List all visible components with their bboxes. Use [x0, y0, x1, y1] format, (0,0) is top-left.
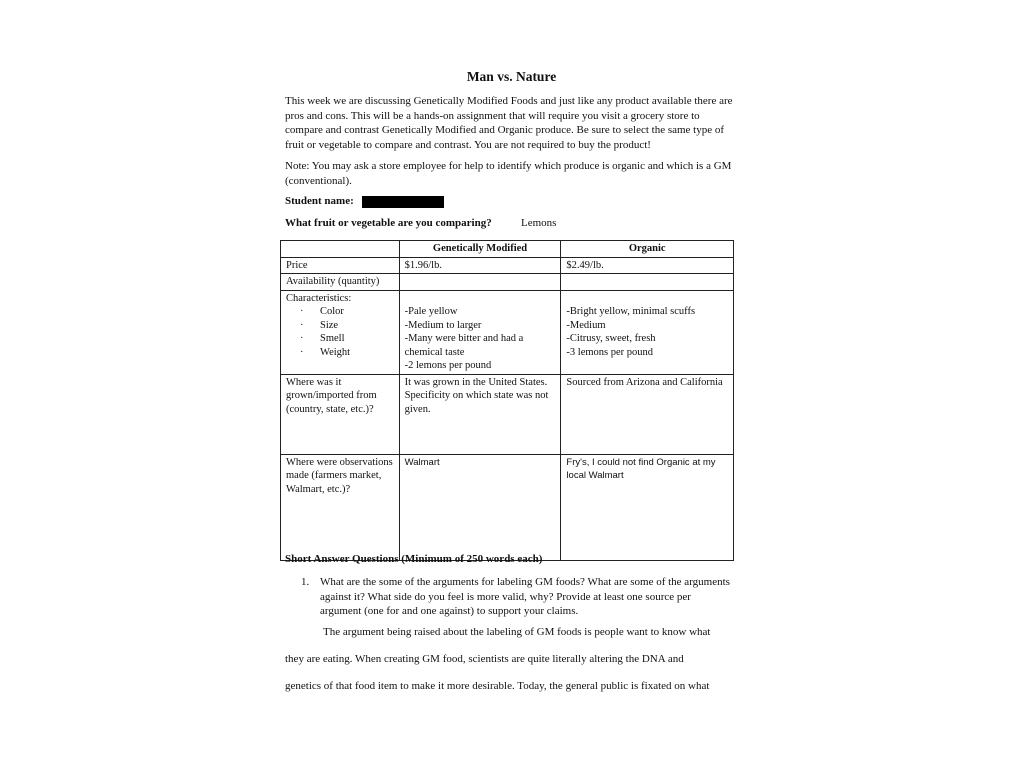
header-organic: Organic: [561, 241, 734, 258]
characteristics-organic: [561, 290, 734, 374]
price-organic: $2.49/lb.: [561, 257, 734, 274]
price-gm: $1.96/lb.: [399, 257, 561, 274]
header-empty: [281, 241, 400, 258]
gm-size: -Medium to larger: [404, 319, 482, 331]
list-item: · Smell: [300, 333, 345, 344]
bullet-icon: ·: [300, 319, 304, 331]
gm-smell: -Many were bitter and had a chemical taste: [404, 333, 524, 358]
short-answer-heading: Short Answer Questions (Minimum of 250 words each): [285, 553, 543, 565]
where-grown-label: Where was it grown/imported from (country, state, etc.)?: [281, 374, 400, 454]
observations-label: Where were observations made (farmers market, Walmart, etc.)?: [281, 454, 400, 560]
redacted-student-name: [362, 196, 444, 208]
list-item: · Weight: [300, 346, 351, 358]
table-row-observations: [281, 454, 734, 560]
header-gm: Genetically Modified: [399, 241, 561, 258]
organic-color: -Bright yellow, minimal scuffs: [566, 306, 696, 317]
comparison-answer: Lemons: [521, 217, 557, 229]
availability-gm: [399, 274, 561, 291]
organic-size: -Medium: [566, 319, 606, 331]
characteristics-label-cell: [281, 290, 400, 374]
list-item: · Size: [300, 319, 339, 331]
bullet-icon: ·: [300, 306, 304, 317]
bullet-icon: ·: [300, 346, 304, 358]
where-grown-gm: It was grown in the United States. Specificity on which state was not given.: [399, 374, 561, 454]
document-title: Man vs. Nature: [466, 69, 557, 84]
question-number: 1.: [301, 576, 310, 588]
table-row-characteristics: [281, 290, 734, 374]
short-answer-question-1: [301, 575, 731, 619]
organic-smell: -Citrusy, sweet, fresh: [566, 333, 656, 344]
answer-line-1: The argument being raised about the labeling of GM foods is people want to know what: [323, 626, 711, 638]
characteristics-list: [286, 305, 394, 359]
observations-gm: Walmart: [399, 454, 561, 560]
table-row-where-grown: [281, 374, 734, 454]
note-paragraph: Note: You may ask a store employee for help to identify which produce is organic and which is a GM (conventional).: [285, 160, 732, 187]
price-label: Price: [281, 257, 400, 274]
where-grown-organic: Sourced from Arizona and California: [561, 374, 734, 454]
availability-label: Availability (quantity): [281, 274, 400, 291]
bullet-icon: ·: [300, 333, 304, 344]
list-item: · Color: [300, 306, 344, 317]
comparison-question: What fruit or vegetable are you comparing?: [285, 217, 492, 229]
gm-weight: -2 lemons per pound: [404, 360, 492, 371]
gm-color: -Pale yellow: [404, 306, 458, 317]
characteristics-label: Characteristics:: [286, 292, 352, 304]
table-header-row: [281, 241, 734, 258]
table-row-price: [281, 257, 734, 274]
table-row-availability: [281, 274, 734, 291]
comparison-table: [280, 240, 734, 561]
intro-paragraph: This week we are discussing Genetically Modified Foods and just like any product available there are pros and cons. This will be a hands-on assignment that will require you visit a grocery store to compare and contrast Genetically Modified and Organic produce. Be sure to select the same type of fruit or vegetable to compare and contrast. You are not required to buy the product!: [285, 95, 733, 151]
characteristics-gm: [399, 290, 561, 374]
organic-weight: -3 lemons per pound: [566, 346, 654, 358]
question-text: What are the some of the arguments for labeling GM foods? What are some of the arguments against it? What side do you feel is more valid, why? Provide at least one source per argument (one for and one against) to support your claims.: [320, 576, 730, 618]
observations-organic: Fry's, I could not find Organic at my local Walmart: [561, 454, 734, 560]
student-name-label: Student name:: [285, 195, 354, 207]
answer-line-3: genetics of that food item to make it more desirable. Today, the general public is fixated on what: [285, 680, 710, 692]
availability-organic: [561, 274, 734, 291]
answer-line-2: they are eating. When creating GM food, scientists are quite literally altering the DNA and: [285, 653, 684, 665]
